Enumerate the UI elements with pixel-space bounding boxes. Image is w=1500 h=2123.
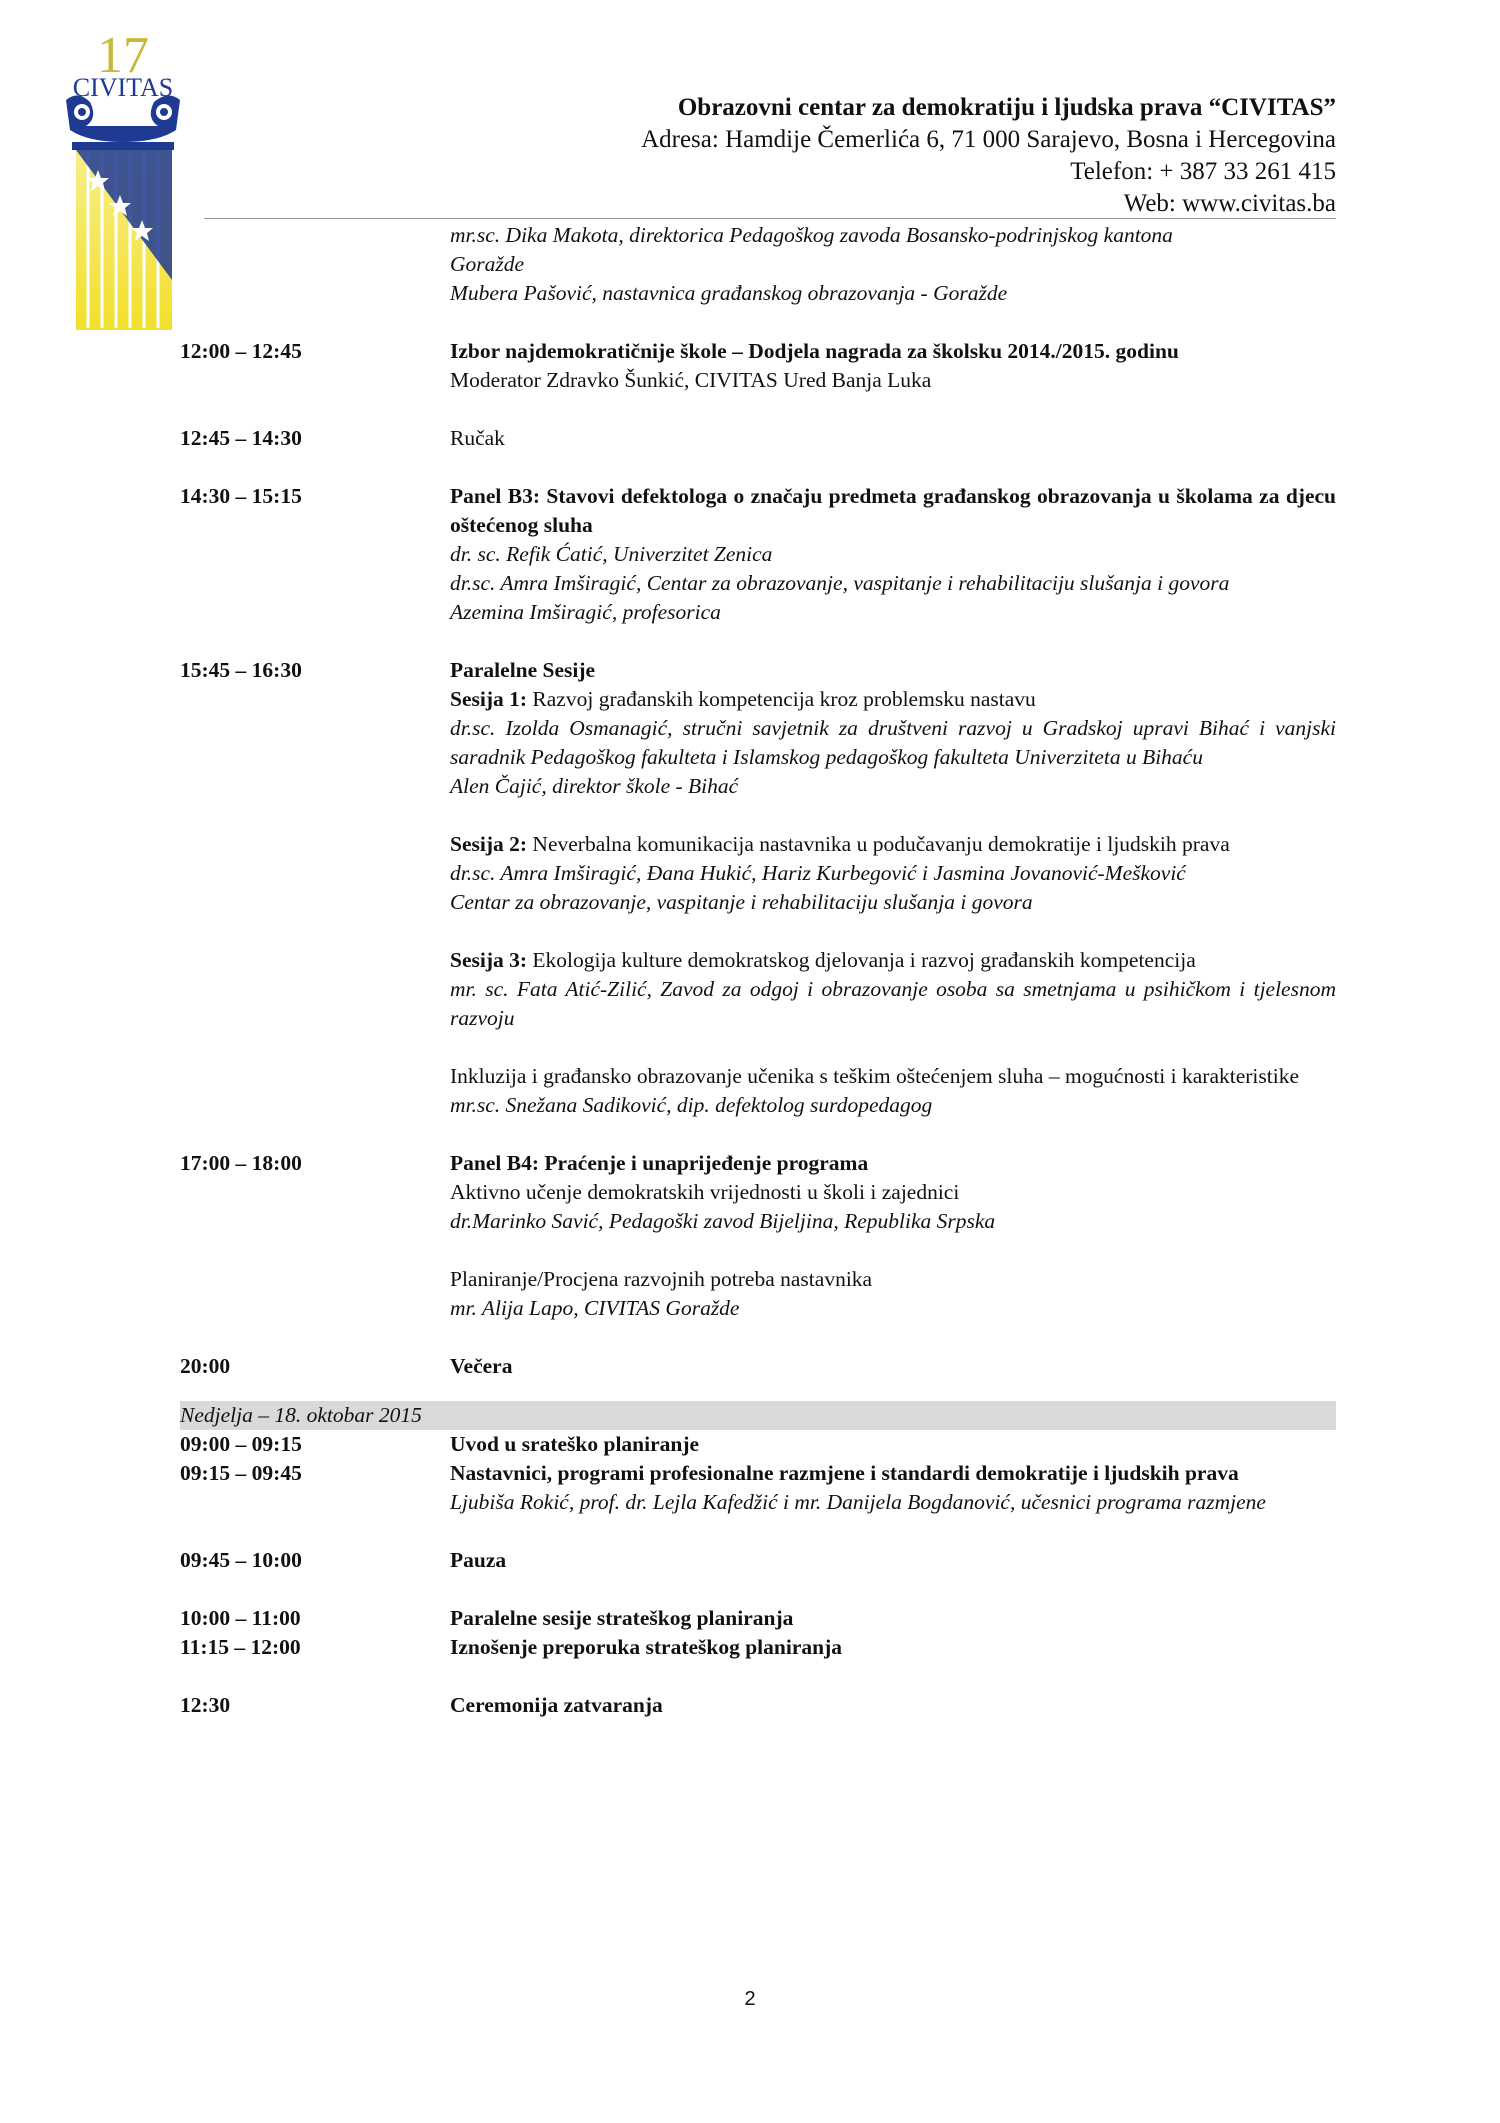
sub-session-title: Razvoj građanskih kompetencija kroz problemsku nastavu: [532, 687, 1036, 711]
schedule-row: [180, 482, 1336, 627]
speaker-line: Ljubiša Rokić, prof. dr. Lejla Kafedžić i mr. Danijela Bogdanović, učesnici programa razmjene: [450, 1490, 1266, 1514]
column-emblem-icon: [58, 30, 188, 330]
session-title: Nastavnici, programi profesionalne razmjene i standardi demokratije i ljudskih prava: [450, 1461, 1239, 1485]
address: Adresa: Hamdije Čemerlića 6, 71 000 Sarajevo, Bosna i Hercegovina: [641, 126, 1336, 153]
speaker-line: mr.sc. Dika Makota, direktorica Pedagoškog zavoda Bosansko-podrinjskog kantona: [450, 223, 1173, 247]
schedule-row: [180, 337, 1336, 395]
sub-session-label: Sesija 1:: [450, 687, 528, 711]
speaker-line: dr.sc. Amra Imširagić, Centar za obrazovanje, vaspitanje i rehabilitaciju slušanja i govora: [450, 571, 1230, 595]
page-number: 2: [744, 1988, 756, 2010]
schedule-row: [180, 424, 1336, 453]
day-header: Nedjelja – 18. oktobar 2015: [180, 1401, 1336, 1430]
session-title: Večera: [450, 1354, 513, 1378]
organization-name: Obrazovni centar za demokratiju i ljudska prava “CIVITAS”: [677, 94, 1336, 121]
speaker-line: dr.sc. Izolda Osmanagić, stručni savjetnik za društveni razvoj u Gradskoj upravi Bihać i vanjski saradnik Pedagoškog fakulteta i Islamskog pedagoškog fakulteta Univerziteta u Bihaću: [450, 716, 1336, 769]
session-title: Iznošenje preporuka strateškog planiranja: [450, 1635, 842, 1659]
session-time: 09:15 – 09:45: [180, 1461, 302, 1485]
schedule-row: [180, 1430, 1336, 1459]
session-title: Paralelne sesije strateškog planiranja: [450, 1606, 794, 1630]
svg-text:CIVITAS: CIVITAS: [72, 73, 174, 102]
sub-session-title: Planiranje/Procjena razvojnih potreba nastavnika: [450, 1267, 873, 1291]
civitas-logo: [58, 30, 188, 330]
session-time: 12:45 – 14:30: [180, 426, 302, 450]
schedule-row: [180, 1149, 1336, 1323]
speaker-line: mr. Alija Lapo, CIVITAS Goražde: [450, 1296, 740, 1320]
intro-block: [180, 221, 1336, 308]
speaker-line: Azemina Imširagić, profesorica: [450, 600, 721, 624]
sub-session-label: Sesija 3:: [450, 948, 528, 972]
session-time: 12:00 – 12:45: [180, 339, 302, 363]
session-title: Panel B3: Stavovi defektologa o značaju predmeta građanskog obrazovanja u školama za djecu oštećenog sluha: [450, 484, 1336, 537]
session-time: 09:45 – 10:00: [180, 1548, 302, 1572]
speaker-line: mr. sc. Fata Atić-Zilić, Zavod za odgoj i obrazovanje osoba sa smetnjama u psihičkom i tjelesnom razvoju: [450, 977, 1336, 1030]
schedule-row: [180, 1459, 1336, 1517]
session-title: Panel B4: Praćenje i unaprijeđenje programa: [450, 1151, 869, 1175]
schedule-row: [180, 1546, 1336, 1575]
session-time: 17:00 – 18:00: [180, 1151, 302, 1175]
schedule-row: [180, 1604, 1336, 1633]
speaker-line: Alen Čajić, direktor škole - Bihać: [450, 774, 739, 798]
sub-session-title: Inkluzija i građansko obrazovanje učenika s teškim oštećenjem sluha – mogućnosti i karakteristike: [450, 1064, 1299, 1088]
header-divider: [204, 218, 1336, 219]
speaker-line: dr. sc. Refik Ćatić, Univerzitet Zenica: [450, 542, 773, 566]
speaker-line: dr.sc. Amra Imširagić, Đana Hukić, Hariz Kurbegović i Jasmina Jovanović-Mešković: [450, 861, 1186, 885]
program-schedule: [180, 221, 1336, 1720]
schedule-row: [180, 656, 1336, 1120]
speaker-line: Mubera Pašović, nastavnica građanskog obrazovanja - Goražde: [450, 281, 1008, 305]
speaker-line: Goražde: [450, 252, 525, 276]
website: Web: www.civitas.ba: [1123, 190, 1336, 217]
session-title: Ručak: [450, 426, 505, 450]
session-time: 09:00 – 09:15: [180, 1432, 302, 1456]
session-time: 15:45 – 16:30: [180, 658, 302, 682]
speaker-line: dr.Marinko Savić, Pedagoški zavod Bijeljina, Republika Srpska: [450, 1209, 996, 1233]
session-time: 14:30 – 15:15: [180, 484, 302, 508]
phone: Telefon: + 387 33 261 415: [1070, 158, 1336, 185]
session-time: 20:00: [180, 1354, 231, 1378]
svg-text:17: 17: [97, 30, 149, 84]
session-title: Ceremonija zatvaranja: [450, 1693, 663, 1717]
letterhead: [641, 92, 1336, 220]
speaker-line: Centar za obrazovanje, vaspitanje i rehabilitaciju slušanja i govora: [450, 890, 1033, 914]
session-title: Uvod u srateško planiranje: [450, 1432, 700, 1456]
sub-session-title: Neverbalna komunikacija nastavnika u podučavanju demokratije i ljudskih prava: [532, 832, 1230, 856]
sub-session-title: Aktivno učenje demokratskih vrijednosti u školi i zajednici: [450, 1180, 960, 1204]
schedule-row: [180, 1352, 1336, 1381]
sub-session-label: Sesija 2:: [450, 832, 528, 856]
sub-session-title: Ekologija kulture demokratskog djelovanja i razvoj građanskih kompetencija: [532, 948, 1196, 972]
schedule-row: [180, 1691, 1336, 1720]
session-moderator: Moderator Zdravko Šunkić, CIVITAS Ured Banja Luka: [450, 368, 932, 392]
session-time: 11:15 – 12:00: [180, 1635, 301, 1659]
session-time: 10:00 – 11:00: [180, 1606, 301, 1630]
session-time: 12:30: [180, 1693, 231, 1717]
session-title: Izbor najdemokratičnije škole – Dodjela nagrada za školsku 2014./2015. godinu: [450, 339, 1179, 363]
schedule-row: [180, 1633, 1336, 1662]
session-title: Paralelne Sesije: [450, 658, 596, 682]
session-title: Pauza: [450, 1548, 507, 1572]
speaker-line: mr.sc. Snežana Sadiković, dip. defektolog surdopedagog: [450, 1093, 933, 1117]
